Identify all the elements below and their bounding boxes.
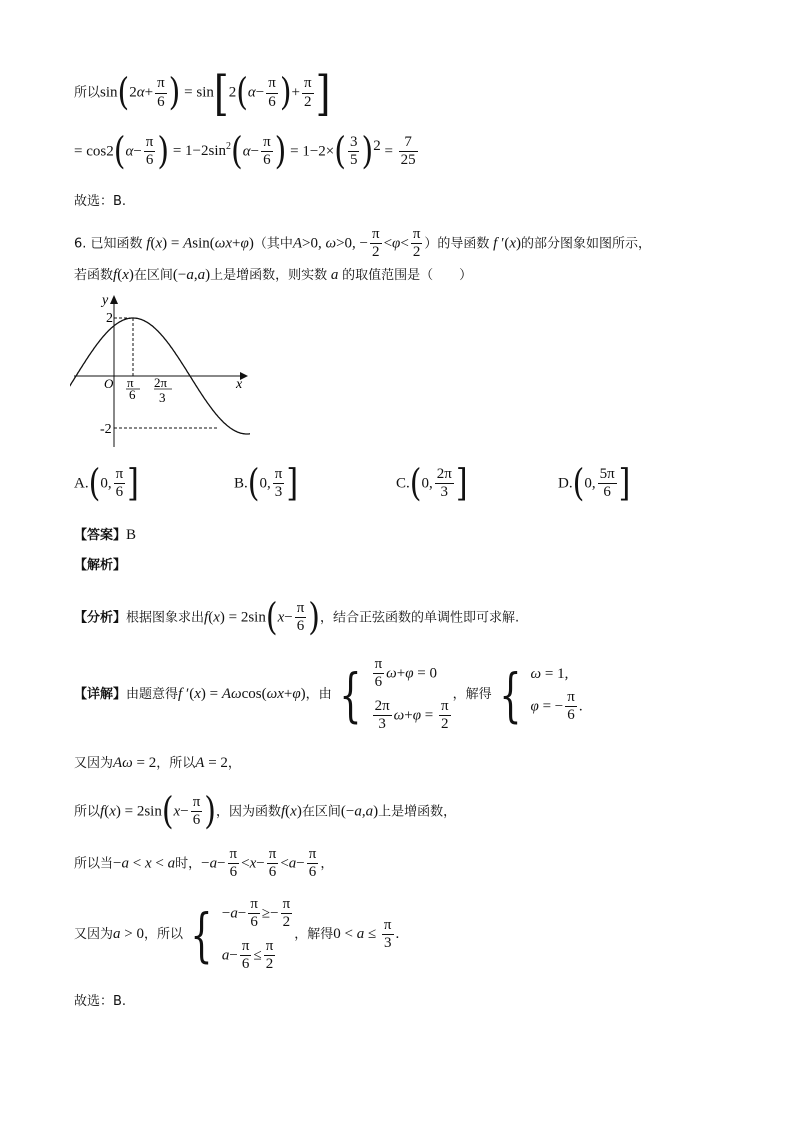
y-axis-arrow-icon bbox=[110, 295, 118, 304]
answer-value: B bbox=[126, 527, 137, 543]
analysis-header: 【解析】 bbox=[74, 558, 127, 573]
equation-line-2: = cos2(α− $\frac{\pi}{6}$ ) = $1-2\sin^2(\alpha-$ $\frac{\pi}{6}$ ) = 1−2×( $\frac{3}{5}$ )$^2$ = $\frac{7}{25}$ bbox=[74, 129, 416, 173]
option-d[interactable]: D.(0, $\frac{5\pi}{6}$ ] bbox=[558, 461, 631, 505]
question-6-line-1: 6. 已知函数 f(x) = Asin(ωx+φ)（其中A>0, ω>0, − $\frac{\pi}{2}$ <φ< $\frac{\pi}{2}$ ）的导函数 f ′(x)的部分图象如图所示， bbox=[74, 226, 652, 261]
label-tick1-num: π bbox=[127, 375, 134, 390]
equation-line-1: 所以sin(2α+ $\frac{\pi}{6}$ ) = sin[2(α− $\frac{\pi}{6}$ )+ $\frac{\pi}{2}$ ] bbox=[74, 65, 331, 121]
line-inequality: 所以当−a < x < a时，−a− $\frac{\pi}{6}$ <x− $\frac{\pi}{6}$ <a− $\frac{\pi}{6}$ ， bbox=[74, 846, 334, 881]
question-6-line-2: 若函数f(x)在区间(−a,a)上是增函数，则实数 a 的取值范围是（ ） bbox=[74, 267, 473, 283]
label-origin: O bbox=[104, 376, 114, 391]
text-prefix: 所以 bbox=[74, 85, 101, 101]
label-ymax: 2 bbox=[106, 311, 113, 326]
option-b[interactable]: B.(0, $\frac{\pi}{3}$ ] bbox=[234, 461, 299, 505]
label-tick1-den: 6 bbox=[129, 387, 136, 402]
answer-line bbox=[74, 526, 754, 544]
derivative-graph bbox=[70, 292, 250, 452]
choose-line-1: 故选：B. bbox=[74, 194, 127, 209]
option-c[interactable]: C.(0, $\frac{2\pi}{3}$ ] bbox=[396, 461, 468, 505]
label-y: y bbox=[102, 293, 109, 308]
xiangjie-line: 【详解】由题意得f ′(x) = Aωcos(ωx+φ)，由 { $\frac{\pi}{6}$ ω+φ = 0 $\frac{2\pi}{3}$ ω+φ = $\frac{\pi}{2}$ ，解得 { ω = 1, φ = − $\frac{\pi}{6}$ . bbox=[74, 656, 583, 732]
choose-line-final: 故选：B. bbox=[74, 994, 127, 1009]
answer-tag: 【答案】 bbox=[74, 528, 127, 543]
fenxi-line: 【分析】根据图象求出f(x) = 2sin(x− $\frac{\pi}{6}$ )，结合正弦函数的单调性即可求解. bbox=[74, 595, 520, 639]
option-a[interactable]: A.(0, $\frac{\pi}{6}$ ] bbox=[74, 461, 139, 505]
line-system-solve: 又因为a > 0，所以 { −a− $\frac{\pi}{6}$ ≥− $\frac{\pi}{2}$ a− $\frac{\pi}{6}$ ≤ $\frac{\pi}{2}$ ，解得0 < a ≤ $\frac{\pi}{3}$ . bbox=[74, 896, 400, 972]
label-tick2-num: 2π bbox=[154, 375, 168, 390]
line-a-omega: 又因为Aω = 2，所以A = 2， bbox=[74, 755, 241, 771]
label-x: x bbox=[236, 377, 243, 392]
label-ymin: -2 bbox=[100, 422, 112, 437]
label-tick2-den: 3 bbox=[159, 390, 166, 405]
line-f-increasing: 所以f(x) = 2sin(x− $\frac{\pi}{6}$ )，因为函数f(x)在区间(−a,a)上是增函数， bbox=[74, 789, 457, 833]
